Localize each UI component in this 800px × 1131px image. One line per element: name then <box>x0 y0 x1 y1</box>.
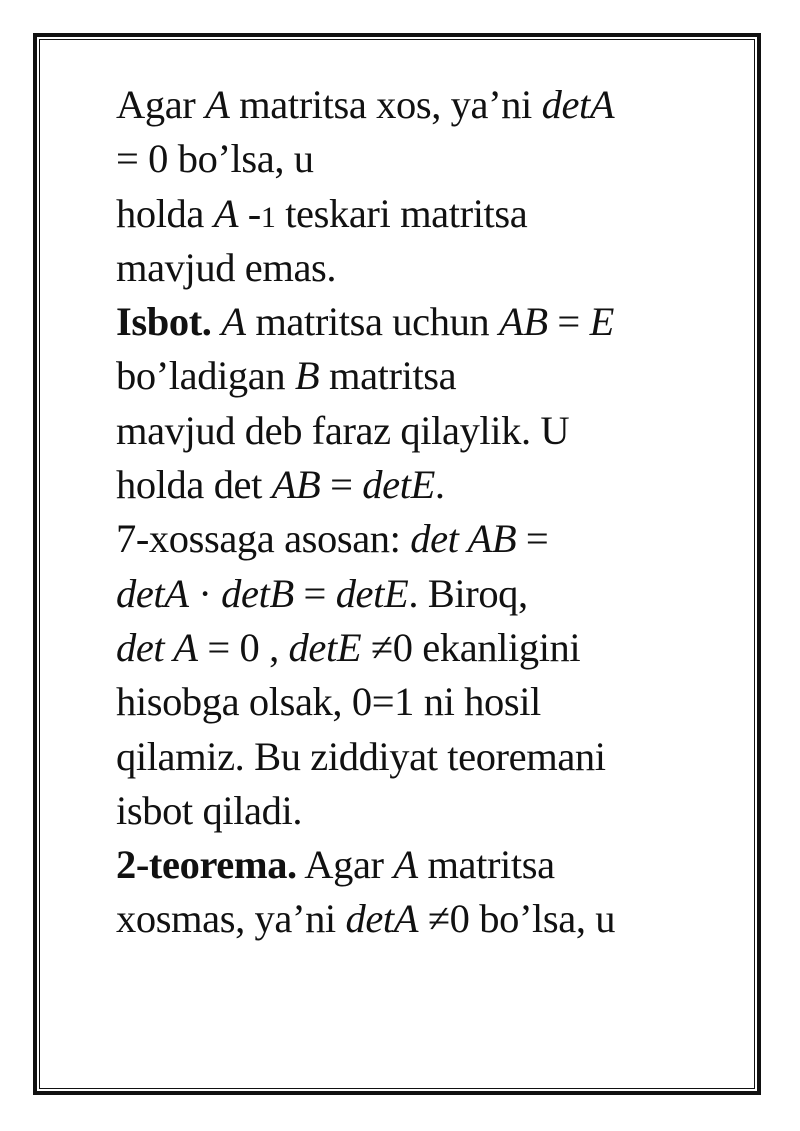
text-segment: matritsa uchun <box>245 299 500 345</box>
text-segment: matritsa <box>417 842 555 888</box>
text-segment: mavjud emas. <box>116 244 337 290</box>
text-segment: = <box>293 570 336 616</box>
text-line <box>116 404 746 458</box>
text-segment: · <box>188 570 222 616</box>
text-segment: 2-teorema. <box>116 842 297 888</box>
text-segment: A <box>221 299 246 345</box>
text-line <box>116 458 746 512</box>
text-line <box>116 295 746 349</box>
text-segment: Agar <box>296 842 394 888</box>
text-segment: ≠0 ekanligini <box>361 624 581 670</box>
text-line <box>116 838 746 892</box>
text-line <box>116 349 746 403</box>
text-line <box>116 784 746 838</box>
text-segment: detE <box>288 624 362 670</box>
text-segment: 7-xossaga asosan: <box>116 516 411 562</box>
document-body <box>116 78 746 947</box>
text-segment: A <box>205 82 230 127</box>
text-segment: = <box>320 462 363 508</box>
text-line <box>116 241 746 295</box>
text-segment: mavjud deb faraz qilaylik. U <box>116 407 570 453</box>
text-segment: Isbot. <box>116 299 212 345</box>
text-segment: det AB <box>410 516 517 562</box>
text-segment: holda <box>116 190 214 236</box>
text-segment: - <box>238 190 261 236</box>
text-segment: teskari matritsa <box>275 190 528 236</box>
text-segment: detE <box>335 570 409 616</box>
text-line <box>116 187 746 241</box>
text-line <box>116 730 746 784</box>
text-segment: detA <box>116 570 189 616</box>
text-segment: AB <box>499 299 548 345</box>
text-segment: detA <box>345 896 419 942</box>
text-segment: . Biroq, <box>408 570 528 616</box>
text-segment: AB <box>271 462 321 508</box>
text-line <box>116 675 746 729</box>
text-segment: A <box>213 190 239 236</box>
text-segment: B <box>294 353 320 399</box>
text-segment: detB <box>221 570 294 616</box>
text-segment: = 0 , <box>197 624 289 670</box>
text-segment: E <box>589 299 614 345</box>
text-segment: ≠0 bo’lsa, u <box>418 896 616 942</box>
text-line <box>116 567 746 621</box>
text-line <box>116 132 746 186</box>
text-segment: = <box>516 516 549 562</box>
text-line <box>116 512 746 566</box>
text-segment: = <box>547 299 590 345</box>
text-segment: . <box>434 462 445 508</box>
text-segment: A <box>393 842 418 888</box>
text-line <box>116 892 746 946</box>
text-segment: detE <box>362 462 435 508</box>
text-segment: bo’ladigan <box>116 353 295 399</box>
text-segment <box>212 299 222 344</box>
text-segment: matritsa xos, ya’ni <box>229 82 542 127</box>
text-segment: 1 <box>260 200 276 234</box>
text-segment: detA <box>541 82 615 127</box>
text-segment: hisobga olsak, 0=1 ni hosil <box>116 679 541 725</box>
text-segment: isbot qiladi. <box>116 787 303 833</box>
text-segment: qilamiz. Bu ziddiyat teoremani <box>116 733 606 779</box>
text-segment: det A <box>116 624 198 670</box>
text-line <box>116 78 746 132</box>
text-segment: = 0 bo’lsa, u <box>116 136 314 182</box>
text-segment: matritsa <box>319 353 457 399</box>
text-segment: xosmas, ya’ni <box>116 896 346 942</box>
text-segment: Agar <box>116 82 206 127</box>
text-segment: holda det <box>116 462 272 508</box>
text-line <box>116 621 746 675</box>
